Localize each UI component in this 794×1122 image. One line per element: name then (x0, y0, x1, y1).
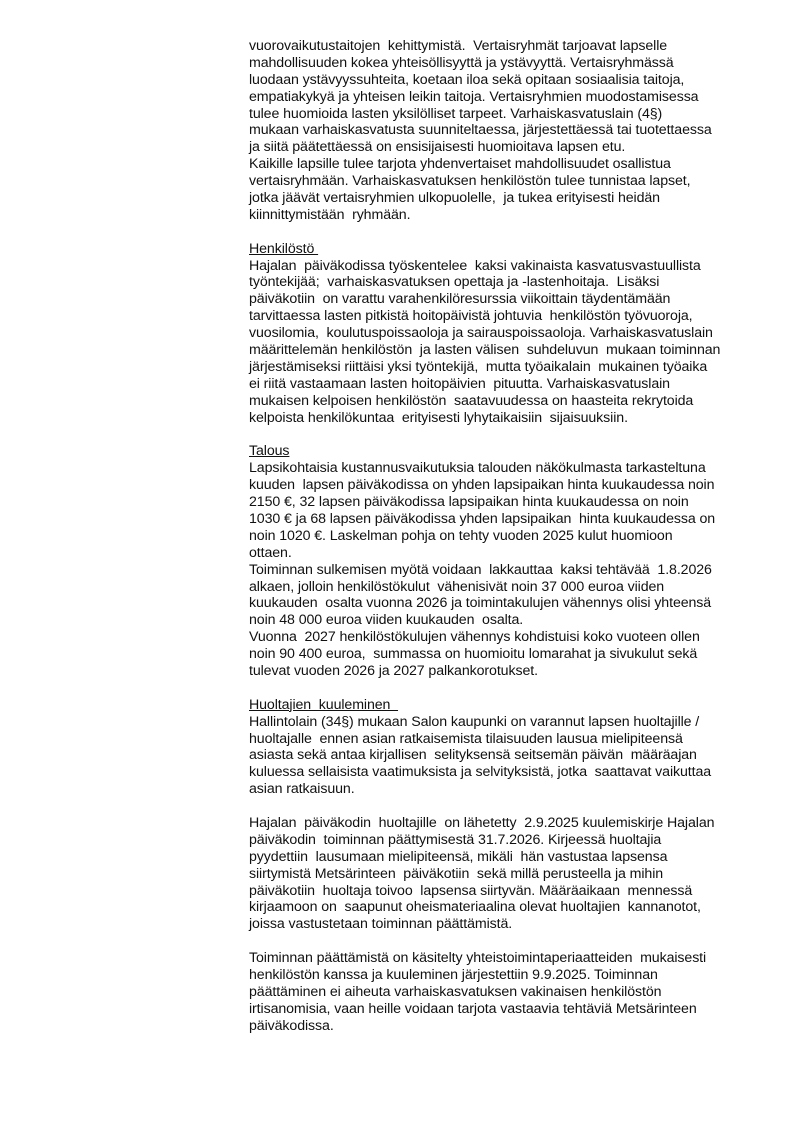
blank-line (249, 224, 769, 241)
text-line: päättäminen ei aiheuta varhaiskasvatuksen vakinaisen henkilöstön (249, 983, 662, 1000)
kuuleminen-paragraph-3 (249, 950, 769, 1034)
text-line: Hajalan päiväkodissa työskentelee kaksi vakinaista kasvatusvastuullista (249, 257, 701, 274)
blank-line (249, 680, 769, 697)
text-line: kuuden lapsen päiväkodissa on yhden lapsipaikan hinta kuukaudessa noin (249, 477, 715, 494)
kuuleminen-paragraph-1 (249, 714, 769, 798)
text-line: pyydettiin lausumaan mielipiteensä, mikäli hän vastustaa lapsensa (249, 848, 668, 865)
henkilosto-section (249, 241, 769, 427)
text-line: päiväkodin toiminnan päättymisestä 31.7.2026. Kirjeessä huoltajia (249, 831, 662, 848)
talous-body (249, 460, 769, 680)
text-line: asiasta sekä antaa kirjallisen selityksensä seitsemän päivän määräajan (249, 747, 697, 764)
text-line: Toiminnan päättämistä on käsitelty yhteistoimintaperiaatteiden mukaisesti (249, 950, 707, 967)
text-line: tulee huomioida lasten yksilölliset tarpeet. Varhaiskasvatuslain (4§) (249, 105, 663, 122)
text-line: luodaan ystävyyssuhteita, koetaan iloa sekä opitaan sosiaalisia taitoja, (249, 71, 685, 88)
text-line: 1030 € ja 68 lapsen päiväkodissa yhden lapsipaikan hinta kuukaudessa on (249, 510, 716, 527)
text-line: alkaen, jolloin henkilöstökulut vähenisivät noin 37 000 euroa viiden (249, 578, 665, 595)
text-line: työntekijää; varhaiskasvatuksen opettaja ja -lastenhoitaja. Lisäksi (249, 274, 660, 291)
text-line: järjestämiseksi riittäisi yksi työntekijä, mutta työaikalain mukainen työaika (249, 358, 708, 375)
text-line: määrittelemän henkilöstön ja lasten välisen suhdeluvun mukaan toiminnan (249, 342, 721, 359)
text-line: vuosilomia, koulutuspoissaoloja ja sairauspoissaoloja. Varhaiskasvatuslain (249, 325, 713, 342)
text-line: vertaisryhmään. Varhaiskasvatuksen henkilöstön tulee tunnistaa lapset, (249, 173, 691, 190)
text-line: irtisanomisia, vaan heille voidaan tarjota vastaavia tehtäviä Metsärinteen (249, 1000, 697, 1017)
intro-section (249, 38, 769, 224)
text-line: ja siitä päätettäessä on ensisijaisesti huomioitava lapsen etu. (249, 139, 626, 156)
text-line: Toiminnan sulkemisen myötä voidaan lakkauttaa kaksi tehtävää 1.8.2026 (249, 561, 712, 578)
text-line: päiväkodissa. (249, 1017, 334, 1034)
blank-line (249, 798, 769, 815)
text-line: mukaisen kelpoisen henkilöstön saatavuudessa on haasteita rekrytoida (249, 392, 694, 409)
blank-line (249, 426, 769, 443)
text-line: siirtymistä Metsärinteen päiväkotiin sekä millä perusteella ja mihin (249, 865, 664, 882)
text-line: henkilöstön kanssa ja kuuleminen järjestettiin 9.9.2025. Toiminnan (249, 966, 658, 983)
text-line: ei riitä vastaamaan lasten hoitopäivien pituutta. Varhaiskasvatuslain (249, 375, 670, 392)
text-line: mahdollisuuden kokea yhteisöllisyyttä ja ystävyyttä. Vertaisryhmässä (249, 54, 674, 71)
talous-section (249, 443, 769, 679)
text-line: empatiakykyä ja yhteisen leikin taitoja. Vertaisryhmien muodostamisessa (249, 88, 699, 105)
text-line: Hajalan päiväkodin huoltajille on lähetetty 2.9.2025 kuulemiskirje Hajalan (249, 814, 715, 831)
text-line: kuukauden osalta vuonna 2026 ja toimintakulujen vähennys olisi yhteensä (249, 595, 712, 612)
text-line: Vuonna 2027 henkilöstökulujen vähennys kohdistuisi koko vuoteen ollen (249, 629, 700, 646)
section-heading-huoltajien-kuuleminen: Huoltajien kuuleminen (249, 696, 399, 713)
text-line: tulevat vuoden 2026 ja 2027 palkankorotukset. (249, 662, 538, 679)
text-line: kuluessa sellaisista vaatimuksista ja selvityksistä, jotka saattavat vaikuttaa (249, 764, 712, 781)
huoltajien-kuuleminen-section (249, 697, 769, 1035)
text-line: Hallintolain (34§) mukaan Salon kaupunki on varannut lapsen huoltajille / (249, 713, 700, 730)
text-line: kelpoista henkilökuntaa erityisesti lyhytaikaisiin sijaisuuksiin. (249, 409, 628, 426)
text-line: päiväkotiin huoltaja toivoo lapsensa siirtyvän. Määräaikaan mennessä (249, 882, 693, 899)
text-line: joissa vastustetaan toiminnan päättämistä. (249, 916, 513, 933)
henkilosto-body (249, 258, 769, 427)
blank-line (249, 933, 769, 950)
section-heading-talous: Talous (249, 443, 290, 460)
text-line: vuorovaikutustaitojen kehittymistä. Vertaisryhmät tarjoavat lapselle (249, 38, 668, 54)
text-line: Lapsikohtaisia kustannusvaikutuksia talouden näkökulmasta tarkasteltuna (249, 460, 706, 477)
text-line: kirjaamoon on saapunut oheismateriaalina olevat huoltajien kannanotot, (249, 899, 701, 916)
text-line: 2150 €, 32 lapsen päiväkodissa lapsipaikan hinta kuukaudessa on noin (249, 494, 689, 511)
text-line: noin 90 400 euroa, summassa on huomioitu lomarahat ja sivukulut sekä (249, 646, 698, 663)
text-line: ottaen. (249, 544, 292, 561)
document-page (249, 38, 769, 1035)
text-line: päiväkotiin on varattu varahenkilöresurssia viikoittain täydentämään (249, 291, 671, 308)
text-line: mukaan varhaiskasvatusta suunniteltaessa, järjestettäessä tai tuotettaessa (249, 122, 712, 139)
text-line: Kaikille lapsille tulee tarjota yhdenvertaiset mahdollisuudet osallistua (249, 156, 671, 173)
text-line: huoltajalle ennen asian ratkaisemista tilaisuuden lausua mielipiteensä (249, 730, 683, 747)
section-heading-henkilosto: Henkilöstö (249, 240, 319, 257)
text-line: kiinnittymistään ryhmään. (249, 206, 411, 223)
text-line: asian ratkaisuun. (249, 781, 355, 798)
text-line: noin 48 000 euroa viiden kuukauden osalta. (249, 612, 524, 629)
kuuleminen-paragraph-2 (249, 815, 769, 933)
text-line: noin 1020 €. Laskelman pohja on tehty vuoden 2025 kulut huomioon (249, 527, 673, 544)
text-line: jotka jäävät vertaisryhmien ulkopuolelle, ja tukea erityisesti heidän (249, 190, 660, 207)
text-line: tarvittaessa lasten pitkistä hoitopäivistä johtuvia henkilöstön työvuoroja, (249, 308, 693, 325)
